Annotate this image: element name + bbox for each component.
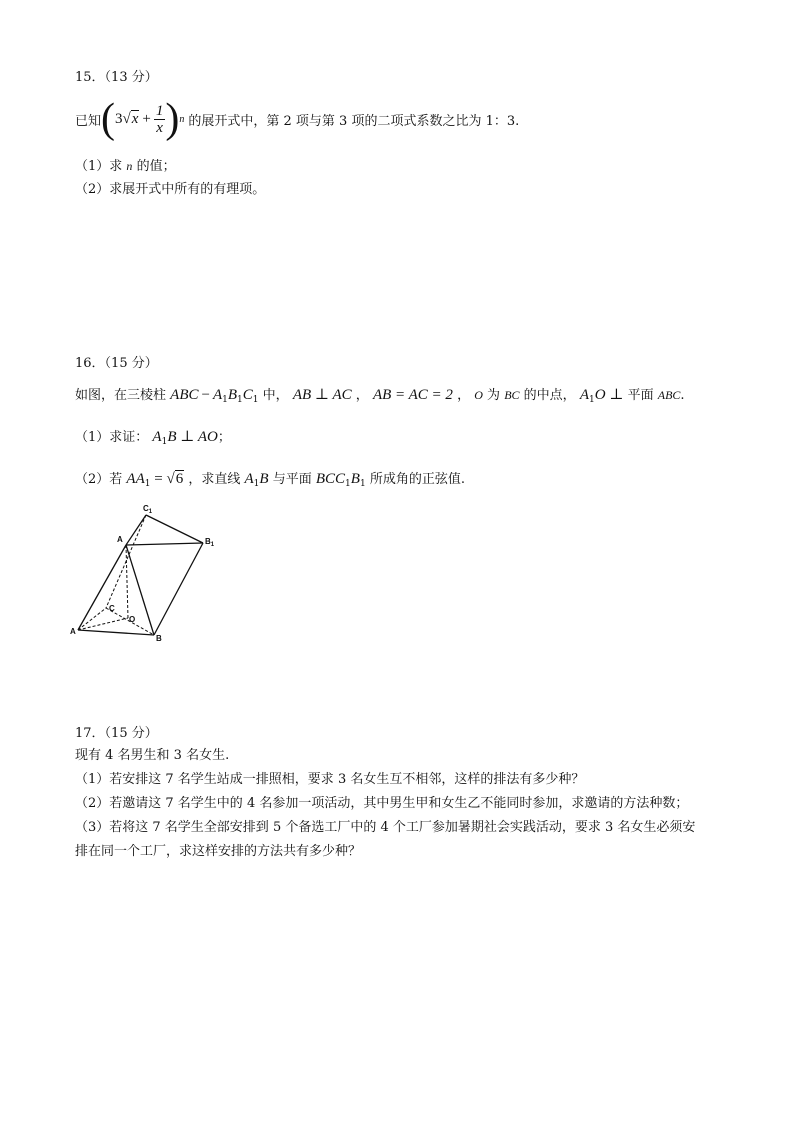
q16-part2-plane-a: BCC — [315, 471, 346, 487]
q17-part2: （2）若邀请这 7 名学生中的 4 名参加一项活动，其中男生甲和女生乙不能同时参加，求邀请的方法种数； — [75, 796, 689, 811]
q16-prism-b1-sub: 1 — [237, 395, 243, 405]
q16-part2-line-b: B — [259, 471, 269, 487]
q15-statement — [75, 92, 519, 146]
q16-part2-mid2: 与平面 — [272, 472, 312, 487]
q16-part2-plane-b: B — [350, 471, 360, 487]
edge-a-c — [78, 608, 106, 630]
q16-s8: . — [680, 388, 685, 403]
q16-s5: 为 — [487, 388, 501, 403]
q16-a1o-b: O ⊥ — [594, 387, 624, 403]
q16-part1-label: （1）求证： — [75, 430, 149, 445]
q16-part2 — [75, 468, 465, 489]
q16-o-var: O — [474, 388, 483, 402]
q15-sqrt-sign: √ — [122, 110, 131, 127]
q16-s2: 中， — [262, 388, 289, 403]
q15-left-paren: ( — [101, 96, 116, 142]
q15-plus: + — [142, 110, 151, 127]
q16-header: 16．（15 分） — [75, 356, 158, 371]
q16-part2-plane-sub1: 1 — [345, 479, 351, 489]
edge-a-o — [78, 618, 128, 630]
q15-header: 15．（13 分） — [75, 70, 158, 85]
prism-solid-edges — [78, 515, 203, 635]
q16-part2-sqrt-sign: √ — [166, 471, 175, 487]
q16-s7: 平面 — [627, 388, 654, 403]
q15-radicand: x — [131, 111, 139, 127]
q16-part1-tail: ； — [217, 430, 231, 445]
q16-eq1: AB = AC = 2 — [372, 387, 453, 403]
q16-bc-var: BC — [504, 388, 520, 402]
q17-header: 17．（15 分） — [75, 726, 158, 741]
prism-hidden-edges — [78, 515, 154, 635]
q16-s3: ， — [355, 388, 369, 403]
label-a1: A — [117, 535, 123, 544]
q16-prism-a1-sub: 1 — [222, 395, 228, 405]
label-c: C — [109, 604, 115, 613]
q15-frac-den: x — [156, 119, 163, 136]
label-b1: $B_1$ — [205, 537, 215, 548]
q15-right-paren: ) — [165, 96, 180, 142]
q16-part2-aa: AA — [126, 471, 145, 487]
q16-perp1: AB ⊥ AC — [292, 387, 352, 403]
label-o: O — [129, 615, 136, 624]
q16-part2-line-a: A — [244, 471, 254, 487]
q15-exponent: n — [179, 113, 185, 125]
q16-part2-label: （2）若 — [75, 472, 123, 487]
q16-part2-eq: = — [150, 471, 167, 487]
q16-s4: ， — [457, 388, 471, 403]
q15-tail: 的展开式中，第 2 项与第 3 项的二项式系数之比为 1：3. — [188, 113, 520, 129]
q16-part2-tail: 所成角的正弦值. — [369, 472, 465, 487]
prism-figure — [66, 500, 226, 650]
edge-a1-a — [78, 545, 126, 630]
q16-s1: 如图，在三棱柱 — [75, 388, 167, 403]
edge-a1-b1 — [126, 543, 203, 545]
edge-c1-a1 — [126, 515, 146, 545]
q16-part1-a: A — [152, 429, 162, 445]
q16-part1 — [75, 426, 231, 447]
q16-part2-aa-sub: 1 — [144, 479, 151, 489]
q16-prism-b1: B — [227, 387, 238, 403]
q16-abc-var: ABC — [657, 388, 681, 402]
q16-prism-c1: C — [242, 387, 253, 403]
q15-frac-num: 1 — [155, 102, 164, 119]
q16-prism-abc: ABC — [170, 387, 199, 403]
edge-b1-b — [154, 543, 203, 635]
edge-c1-b1 — [146, 515, 203, 543]
q16-part1-sub: 1 — [161, 437, 168, 447]
q16-prism-minus: − — [201, 387, 210, 403]
q15-part1-tail: 的值； — [136, 159, 176, 174]
q16-a1o-sub: 1 — [589, 395, 595, 405]
q17-part3-line2: 排在同一个工厂，求这样安排的方法共有多少种？ — [75, 844, 362, 859]
label-b: B — [156, 634, 162, 643]
q15-lead: 已知 — [75, 113, 102, 129]
q16-a1o-a: A — [579, 387, 589, 403]
q15-part1-var: n — [126, 159, 133, 173]
q15-part1-label: （1）求 — [75, 159, 123, 174]
q15-part1 — [75, 155, 176, 174]
q16-prism-a1: A — [212, 387, 223, 403]
q16-part2-plane-sub2: 1 — [359, 479, 366, 489]
q16-prism-c1-sub: 1 — [252, 395, 259, 405]
edge-a-b — [78, 630, 154, 635]
q16-statement — [75, 384, 685, 405]
edge-a1-o — [126, 545, 128, 618]
q16-part2-line-sub: 1 — [253, 479, 260, 489]
q15-part2: （2）求展开式中所有的有理项。 — [75, 182, 266, 197]
label-a: A — [70, 627, 76, 636]
q17-part3-line1: （3）若将这 7 名学生全部安排到 5 个备选工厂中的 4 个工厂参加暑期社会实践活动，要求 3 名女生必须安 — [75, 820, 696, 835]
q17-intro: 现有 4 名男生和 3 名女生. — [75, 748, 230, 763]
q16-s6: 的中点， — [523, 388, 576, 403]
q16-part2-val: 6 — [175, 471, 184, 487]
q16-part1-b: B ⊥ AO — [167, 429, 218, 445]
q17-part1: （1）若安排这 7 名学生站成一排照相，要求 3 名女生互不相邻，这样的排法有多少种？ — [75, 772, 585, 787]
q15-fraction — [154, 103, 166, 136]
q16-part2-mid: ，求直线 — [188, 472, 241, 487]
q15-coef: 3 — [115, 110, 123, 127]
label-c1: $C_1$ — [143, 504, 153, 515]
